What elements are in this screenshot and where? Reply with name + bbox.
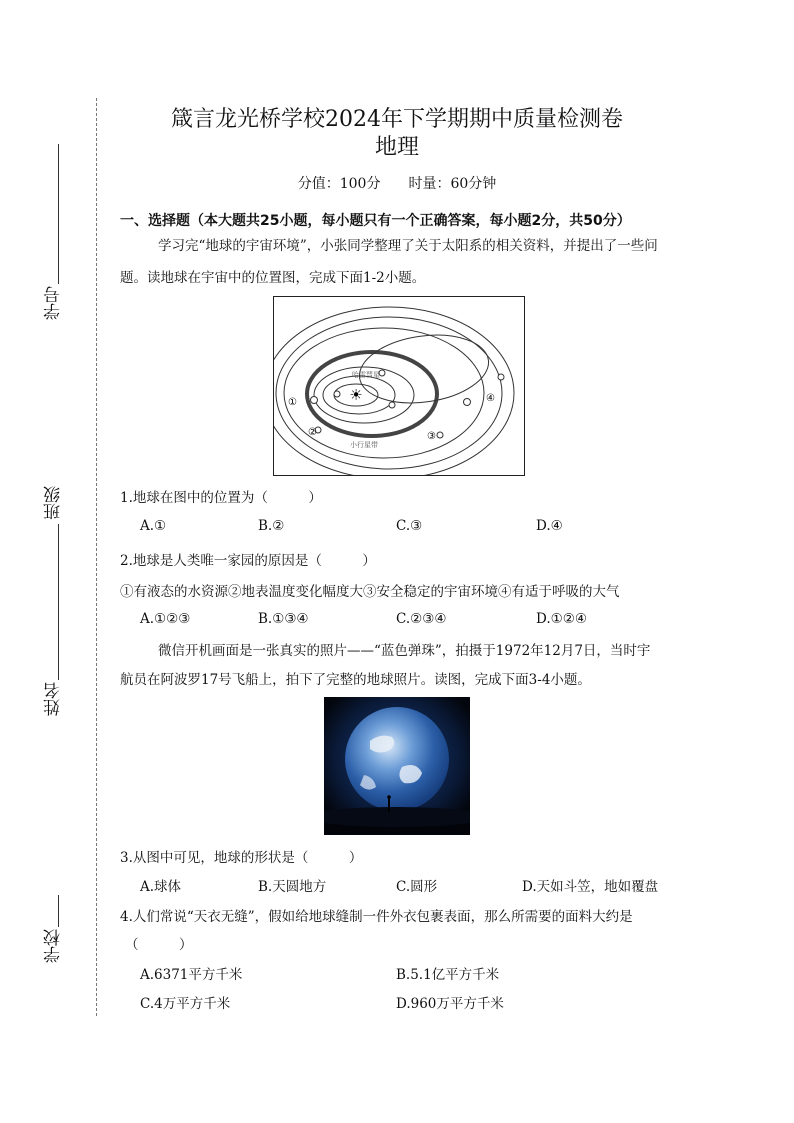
subject-title: 地理 xyxy=(374,135,419,160)
name-rule xyxy=(58,624,59,680)
q3-option-d: D.天如斗笠，地如覆盘 xyxy=(522,879,659,895)
earth-image xyxy=(324,697,470,835)
passage2-line2: 航员在阿波罗17号飞船上，拍下了完整的地球照片。读图，完成下面3-4小题。 xyxy=(120,672,591,688)
q2-option-c: C.②③④ xyxy=(396,611,447,627)
blue-marble-photo xyxy=(324,697,470,835)
marker-3: ③ xyxy=(427,431,436,442)
q3-option-a: A.球体 xyxy=(140,879,182,895)
planet-inner xyxy=(311,397,318,404)
q4-option-a: A.6371平方千米 xyxy=(140,967,243,983)
solar-system-diagram xyxy=(274,297,524,475)
asteroid-belt-label: 小行星带 xyxy=(350,441,378,449)
sun-symbol: ☀ xyxy=(349,386,363,404)
q4-option-c: C.4万平方千米 xyxy=(140,996,231,1012)
passage1-line2: 题。读地球在宇宙中的位置图，完成下面1-2小题。 xyxy=(120,270,426,286)
marker-4: ④ xyxy=(486,393,495,404)
q1-option-c: C.③ xyxy=(396,518,423,534)
q2-option-d: D.①②④ xyxy=(536,611,587,627)
planet-outer-3 xyxy=(437,432,443,438)
person-silhouette xyxy=(388,798,390,812)
school-field xyxy=(44,895,64,975)
question-3-stem: 3.从图中可见，地球的形状是（ ） xyxy=(120,850,363,866)
school-label: 学校 xyxy=(44,929,64,963)
q3-option-b: B.天圆地方 xyxy=(258,879,327,895)
exam-title: 箴言龙光桥学校2024年下学期期中质量检测卷 xyxy=(171,107,623,132)
q1-option-b: B.② xyxy=(258,518,285,534)
planet-outer-1 xyxy=(464,399,471,406)
q2-option-b: B.①③④ xyxy=(258,611,309,627)
planet-mercury xyxy=(334,391,340,397)
solar-system-figure xyxy=(273,296,525,476)
q3-option-c: C.圆形 xyxy=(396,879,438,895)
question-4-blank: （ ） xyxy=(125,937,193,953)
name-label: 姓名 xyxy=(44,682,64,716)
passage2-line1: 微信开机画面是一张真实的照片——“蓝色弹珠”，拍摄于1972年12月7日，当时宇 xyxy=(158,643,651,659)
section-heading: 一、选择题（本大题共25小题，每小题只有一个正确答案，每小题2分，共50分） xyxy=(120,213,631,229)
student-id-rule xyxy=(58,144,59,284)
question-2-statement: ①有液态的水资源②地表温度变化幅度大③安全稳定的宇宙环境④有适于呼吸的大气 xyxy=(120,584,620,600)
earth-globe xyxy=(345,707,449,811)
student-id-field xyxy=(44,144,64,324)
question-2-stem: 2.地球是人类唯一家园的原因是（ ） xyxy=(120,553,376,569)
question-1-stem: 1.地球在图中的位置为（ ） xyxy=(120,490,322,506)
q1-option-d: D.④ xyxy=(536,518,563,534)
binding-margin-line xyxy=(96,98,97,1016)
q2-option-a: A.①②③ xyxy=(140,611,191,627)
q1-option-a: A.① xyxy=(140,518,167,534)
marker-1: ① xyxy=(288,397,297,408)
class-label: 班级 xyxy=(44,486,64,520)
school-rule xyxy=(58,895,59,927)
comet-label: 哈雷彗星 xyxy=(352,371,380,379)
planet-outer-2 xyxy=(498,374,504,380)
question-4-stem: 4.人们常说“天衣无缝”，假如给地球缝制一件外衣包裹表面，那么所需要的面料大约是 xyxy=(120,909,633,925)
name-field xyxy=(44,624,64,724)
q4-option-b: B.5.1亿平方千米 xyxy=(396,967,500,983)
q4-option-d: D.960万平方千米 xyxy=(396,996,504,1012)
marker-2: ② xyxy=(308,427,317,438)
score-time-info: 分值：100分 时量：60分钟 xyxy=(297,176,497,192)
student-id-label: 学号 xyxy=(44,286,64,320)
planet-belt xyxy=(389,402,395,408)
passage1-line1: 学习完“地球的宇宙环境”，小张同学整理了关于太阳系的相关资料，并提出了一些问 xyxy=(158,238,658,254)
